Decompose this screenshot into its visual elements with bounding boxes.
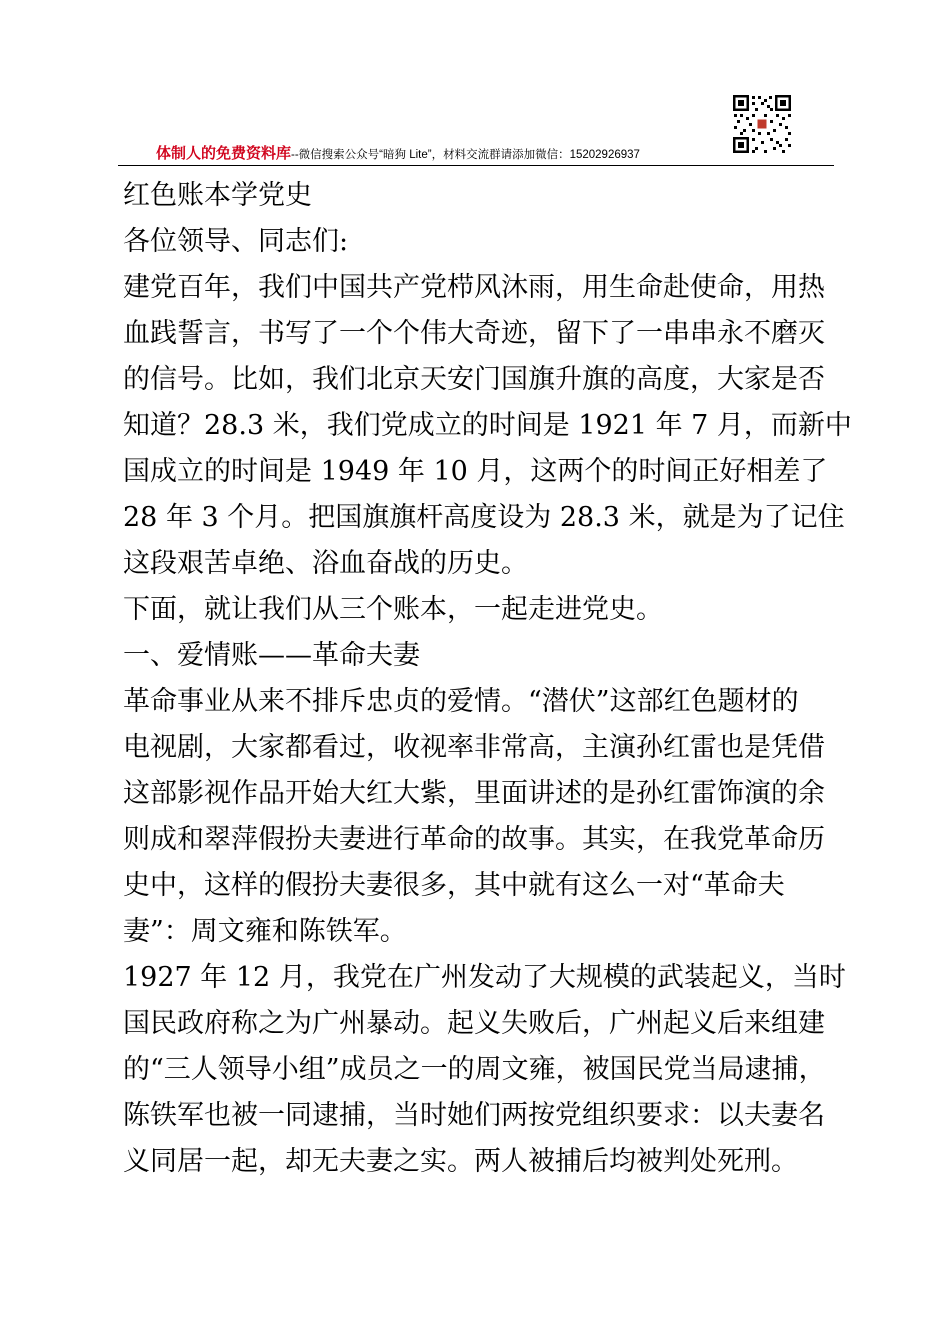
text-line: 建党百年，我们中国共产党栉风沐雨，用生命赴使命，用热: [123, 272, 825, 303]
section-heading: 一、爱情账——革命夫妻: [123, 640, 420, 671]
text-line: 妻”：周文雍和陈铁军。: [123, 916, 407, 947]
text-line: 的“三人领导小组”成员之一的周文雍，被国民党当局逮捕，: [123, 1054, 826, 1085]
text-line: 国成立的时间是 1949 年 10 月，这两个的时间正好相差了: [123, 456, 828, 487]
text-line: 这部影视作品开始大红大紫，里面讲述的是孙红雷饰演的余: [123, 778, 825, 809]
text-line: 革命事业从来不排斥忠贞的爱情。“潜伏”这部红色题材的: [123, 686, 799, 717]
text-line: 血践誓言，书写了一个个伟大奇迹，留下了一串串永不磨灭: [123, 318, 825, 349]
document-title: 红色账本学党史: [123, 180, 312, 211]
page-header: [118, 94, 834, 166]
text-line: 国民政府称之为广州暴动。起义失败后，广州起义后来组建: [123, 1008, 825, 1039]
text-line: 义同居一起，却无夫妻之实。两人被捕后均被判处死刑。: [123, 1146, 798, 1177]
text-line: 知道？28.3 米，我们党成立的时间是 1921 年 7 月，而新中: [123, 410, 852, 441]
text-line: 28 年 3 个月。把国旗旗杆高度设为 28.3 米，就是为了记住: [123, 502, 845, 533]
text-line: 电视剧，大家都看过，收视率非常高，主演孙红雷也是凭借: [123, 732, 825, 763]
salutation: 各位领导、同志们:: [123, 226, 349, 257]
text-line: 下面，就让我们从三个账本，一起走进党史。: [123, 594, 663, 625]
qr-code-icon: [732, 94, 792, 154]
text-line: 陈铁军也被一同逮捕，当时她们两按党组织要求：以夫妻名: [123, 1100, 825, 1131]
header-divider: [118, 165, 834, 166]
header-description: --微信搜索公众号“暗狗 Lite”，材料交流群请添加微信：15202926937: [291, 149, 640, 161]
text-line: 则成和翠萍假扮夫妻进行革命的故事。其实，在我党革命历: [123, 824, 825, 855]
header-text: [156, 146, 640, 163]
header-brand: 体制人的免费资料库: [156, 145, 292, 162]
document-body: [123, 173, 852, 1185]
text-line: 1927 年 12 月，我党在广州发动了大规模的武装起义，当时: [123, 962, 846, 993]
text-line: 这段艰苦卓绝、浴血奋战的历史。: [123, 548, 528, 579]
text-line: 史中，这样的假扮夫妻很多，其中就有这么一对“革命夫: [123, 870, 785, 901]
text-line: 的信号。比如，我们北京天安门国旗升旗的高度，大家是否: [123, 364, 825, 395]
